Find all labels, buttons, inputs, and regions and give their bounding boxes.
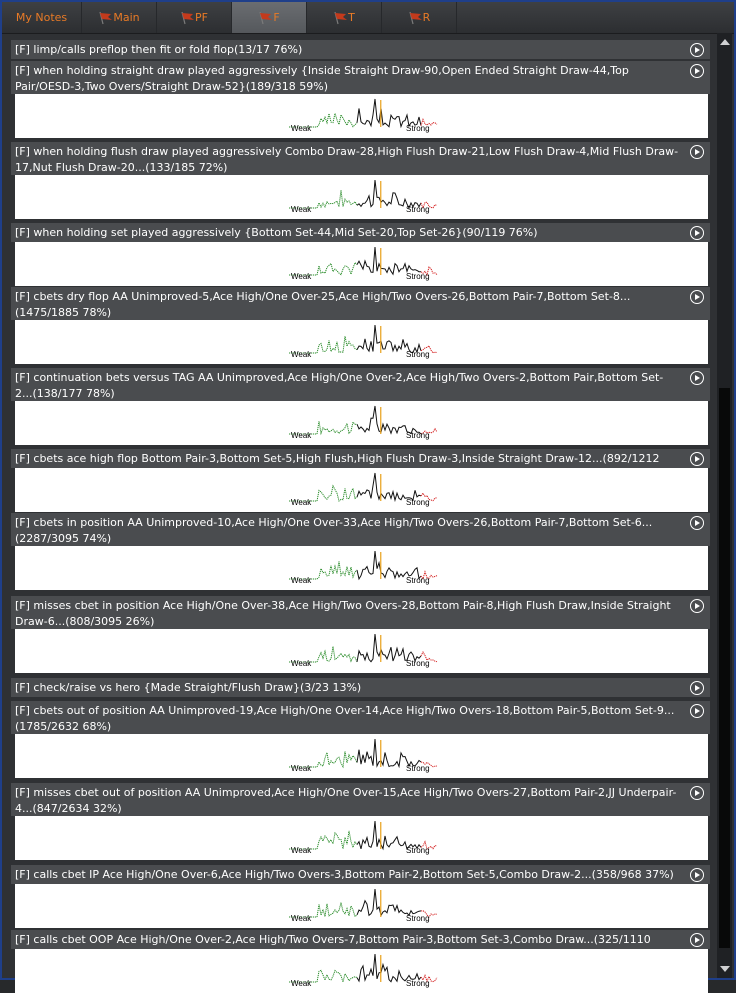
note-header bbox=[11, 142, 710, 175]
note-text: [F] calls cbet IP Ace High/One Over-6,Ace High/Two Overs-3,Bottom Pair-2,Bottom Set-5,Combo Draw-2...(358/968 37%) bbox=[15, 868, 674, 881]
note-header bbox=[11, 783, 710, 816]
range-graph-line bbox=[357, 954, 421, 982]
graph-strong-label: Strong bbox=[406, 431, 430, 440]
note-text: [F] calls cbet OOP Ace High/One Over-2,Ace High/Two Overs-7,Bottom Pair-3,Bottom Set-3,Combo Draw...(325/1110 bbox=[15, 933, 651, 946]
play-icon[interactable] bbox=[690, 681, 704, 695]
note-header bbox=[11, 368, 710, 401]
note-header bbox=[11, 513, 710, 546]
graph-weak-label: Weak bbox=[291, 914, 312, 923]
play-icon[interactable] bbox=[690, 704, 704, 718]
note-item bbox=[11, 40, 710, 59]
tab-label: PF bbox=[195, 11, 208, 24]
red-flag-icon bbox=[180, 11, 196, 25]
range-graph-line bbox=[357, 247, 421, 274]
note-item bbox=[11, 783, 710, 860]
tab-pf[interactable] bbox=[157, 2, 232, 33]
note-text: [F] misses cbet out of position AA Unimproved,Ace High/One Over-15,Ace High/Two Overs-27,Bottom Pair-2,JJ Underpair-4...(847/2634 32%) bbox=[15, 786, 677, 815]
tab-label: T bbox=[348, 11, 355, 24]
range-graph-line bbox=[357, 180, 421, 208]
play-icon[interactable] bbox=[690, 868, 704, 882]
range-graph-line bbox=[357, 821, 421, 849]
range-graph-line bbox=[357, 473, 421, 500]
graph-strong-label: Strong bbox=[406, 979, 430, 988]
tab-r[interactable] bbox=[382, 2, 457, 33]
play-icon[interactable] bbox=[690, 371, 704, 385]
play-icon[interactable] bbox=[690, 43, 704, 57]
note-text: [F] cbets dry flop AA Unimproved-5,Ace High/One Over-25,Ace High/Two Overs-26,Bottom Pair-7,Bottom Set-8...(1475/1885 78%) bbox=[15, 290, 631, 319]
play-icon[interactable] bbox=[690, 64, 704, 78]
note-header bbox=[11, 930, 710, 949]
note-text: [F] check/raise vs hero {Made Straight/Flush Draw}(3/23 13%) bbox=[15, 681, 362, 694]
range-graph-line bbox=[357, 634, 421, 662]
graph-strong-label: Strong bbox=[406, 914, 430, 923]
note-header bbox=[11, 678, 710, 697]
play-icon[interactable] bbox=[690, 516, 704, 530]
range-graph bbox=[15, 949, 708, 993]
note-text: [F] when holding set played aggressively {Bottom Set-44,Mid Set-20,Top Set-26}(90/119 76%) bbox=[15, 226, 538, 239]
range-graph bbox=[15, 468, 708, 512]
range-graph-line bbox=[357, 739, 421, 767]
graph-weak-label: Weak bbox=[291, 659, 312, 668]
scrollbar-thumb[interactable] bbox=[719, 388, 730, 948]
red-flag-icon bbox=[408, 11, 424, 25]
tab-t[interactable] bbox=[307, 2, 382, 33]
note-header bbox=[11, 40, 710, 59]
range-graph bbox=[15, 884, 708, 928]
note-header bbox=[11, 701, 710, 734]
red-flag-icon bbox=[258, 11, 274, 25]
tab-label: R bbox=[422, 11, 431, 24]
play-icon[interactable] bbox=[690, 145, 704, 159]
range-graph bbox=[15, 546, 708, 590]
note-item bbox=[11, 61, 710, 138]
note-header bbox=[11, 287, 710, 320]
play-icon[interactable] bbox=[690, 933, 704, 947]
graph-weak-label: Weak bbox=[291, 350, 312, 359]
notes-list bbox=[11, 40, 710, 988]
range-graph bbox=[15, 320, 708, 364]
note-item bbox=[11, 142, 710, 219]
note-item bbox=[11, 865, 710, 928]
tab-label: F bbox=[273, 11, 280, 24]
note-header bbox=[11, 449, 710, 468]
play-icon[interactable] bbox=[690, 786, 704, 800]
note-text: [F] continuation bets versus TAG AA Unimproved,Ace High/One Over-2,Ace High/Two Overs-2,Bottom Pair,Bottom Set-2...(138/177 78%) bbox=[15, 371, 664, 400]
graph-weak-label: Weak bbox=[291, 576, 312, 585]
note-item bbox=[11, 596, 710, 673]
graph-weak-label: Weak bbox=[291, 846, 312, 855]
scroll-up-arrow-icon[interactable] bbox=[720, 39, 730, 45]
play-icon[interactable] bbox=[690, 290, 704, 304]
range-graph-line bbox=[357, 325, 421, 352]
note-text: [F] cbets in position AA Unimproved-10,Ace High/One Over-33,Ace High/Two Overs-26,Bottom Pair-7,Bottom Set-6...(2287/3095 74%) bbox=[15, 516, 653, 545]
graph-strong-label: Strong bbox=[406, 124, 430, 133]
graph-strong-label: Strong bbox=[406, 659, 430, 668]
play-icon[interactable] bbox=[690, 226, 704, 240]
range-graph bbox=[15, 242, 708, 286]
note-text: [F] limp/calls preflop then fit or fold flop(13/17 76%) bbox=[15, 43, 303, 56]
note-header bbox=[11, 223, 710, 242]
range-graph bbox=[15, 175, 708, 219]
tab-bar bbox=[2, 2, 734, 34]
range-graph bbox=[15, 629, 708, 673]
range-graph-line bbox=[357, 889, 421, 915]
note-text: [F] when holding straight draw played aggressively {Inside Straight Draw-90,Open Ended Straight Draw-44,Top Pair/OESD-3,Two Overs/Straight Draw-52}(189/318 59%) bbox=[15, 64, 629, 93]
vertical-scrollbar[interactable] bbox=[717, 33, 732, 978]
graph-strong-label: Strong bbox=[406, 498, 430, 507]
graph-weak-label: Weak bbox=[291, 764, 312, 773]
graph-weak-label: Weak bbox=[291, 498, 312, 507]
range-graph-line bbox=[357, 551, 421, 579]
note-item bbox=[11, 368, 710, 445]
graph-strong-label: Strong bbox=[406, 205, 430, 214]
tab-label: Main bbox=[113, 11, 140, 24]
tab-label: My Notes bbox=[15, 11, 68, 24]
graph-strong-label: Strong bbox=[406, 764, 430, 773]
range-graph bbox=[15, 94, 708, 138]
graph-weak-label: Weak bbox=[291, 272, 312, 281]
range-graph bbox=[15, 401, 708, 445]
play-icon[interactable] bbox=[690, 452, 704, 466]
note-item bbox=[11, 701, 710, 778]
note-header bbox=[11, 61, 710, 94]
note-header bbox=[11, 596, 710, 629]
note-item bbox=[11, 223, 710, 286]
note-text: [F] cbets ace high flop Bottom Pair-3,Bottom Set-5,High Flush,High Flush Draw-3,Inside Straight Draw-12...(892/1212 bbox=[15, 452, 660, 465]
note-header bbox=[11, 865, 710, 884]
red-flag-icon bbox=[333, 11, 349, 25]
graph-strong-label: Strong bbox=[406, 272, 430, 281]
graph-weak-label: Weak bbox=[291, 431, 312, 440]
tab-f[interactable] bbox=[232, 2, 307, 33]
graph-strong-label: Strong bbox=[406, 350, 430, 359]
range-graph-line bbox=[357, 406, 421, 434]
note-text: [F] when holding flush draw played aggressively Combo Draw-28,High Flush Draw-21,Low Flush Draw-4,Mid Flush Draw-17,Nut Flush Draw-20...(133/185 72%) bbox=[15, 145, 679, 174]
tab-main[interactable] bbox=[82, 2, 157, 33]
range-graph bbox=[15, 734, 708, 778]
graph-strong-label: Strong bbox=[406, 576, 430, 585]
range-graph-line bbox=[357, 99, 421, 127]
graph-strong-label: Strong bbox=[406, 846, 430, 855]
graph-weak-label: Weak bbox=[291, 124, 312, 133]
note-text: [F] cbets out of position AA Unimproved-19,Ace High/One Over-14,Ace High/Two Overs-18,Bottom Pair-5,Bottom Set-9...(1785/2632 68%) bbox=[15, 704, 675, 733]
graph-weak-label: Weak bbox=[291, 205, 312, 214]
tab-my-notes[interactable] bbox=[2, 2, 82, 33]
note-item bbox=[11, 287, 710, 364]
note-text: [F] misses cbet in position Ace High/One Over-38,Ace High/Two Overs-28,Bottom Pair-8,High Flush Draw,Inside Straight Draw-6...(808/3095 26%) bbox=[15, 599, 671, 628]
note-item bbox=[11, 678, 710, 697]
play-icon[interactable] bbox=[690, 599, 704, 613]
range-graph bbox=[15, 816, 708, 860]
note-item bbox=[11, 930, 710, 993]
graph-weak-label: Weak bbox=[291, 979, 312, 988]
note-item bbox=[11, 449, 710, 512]
red-flag-icon bbox=[98, 11, 114, 25]
note-item bbox=[11, 513, 710, 590]
scroll-down-arrow-icon[interactable] bbox=[720, 966, 730, 972]
